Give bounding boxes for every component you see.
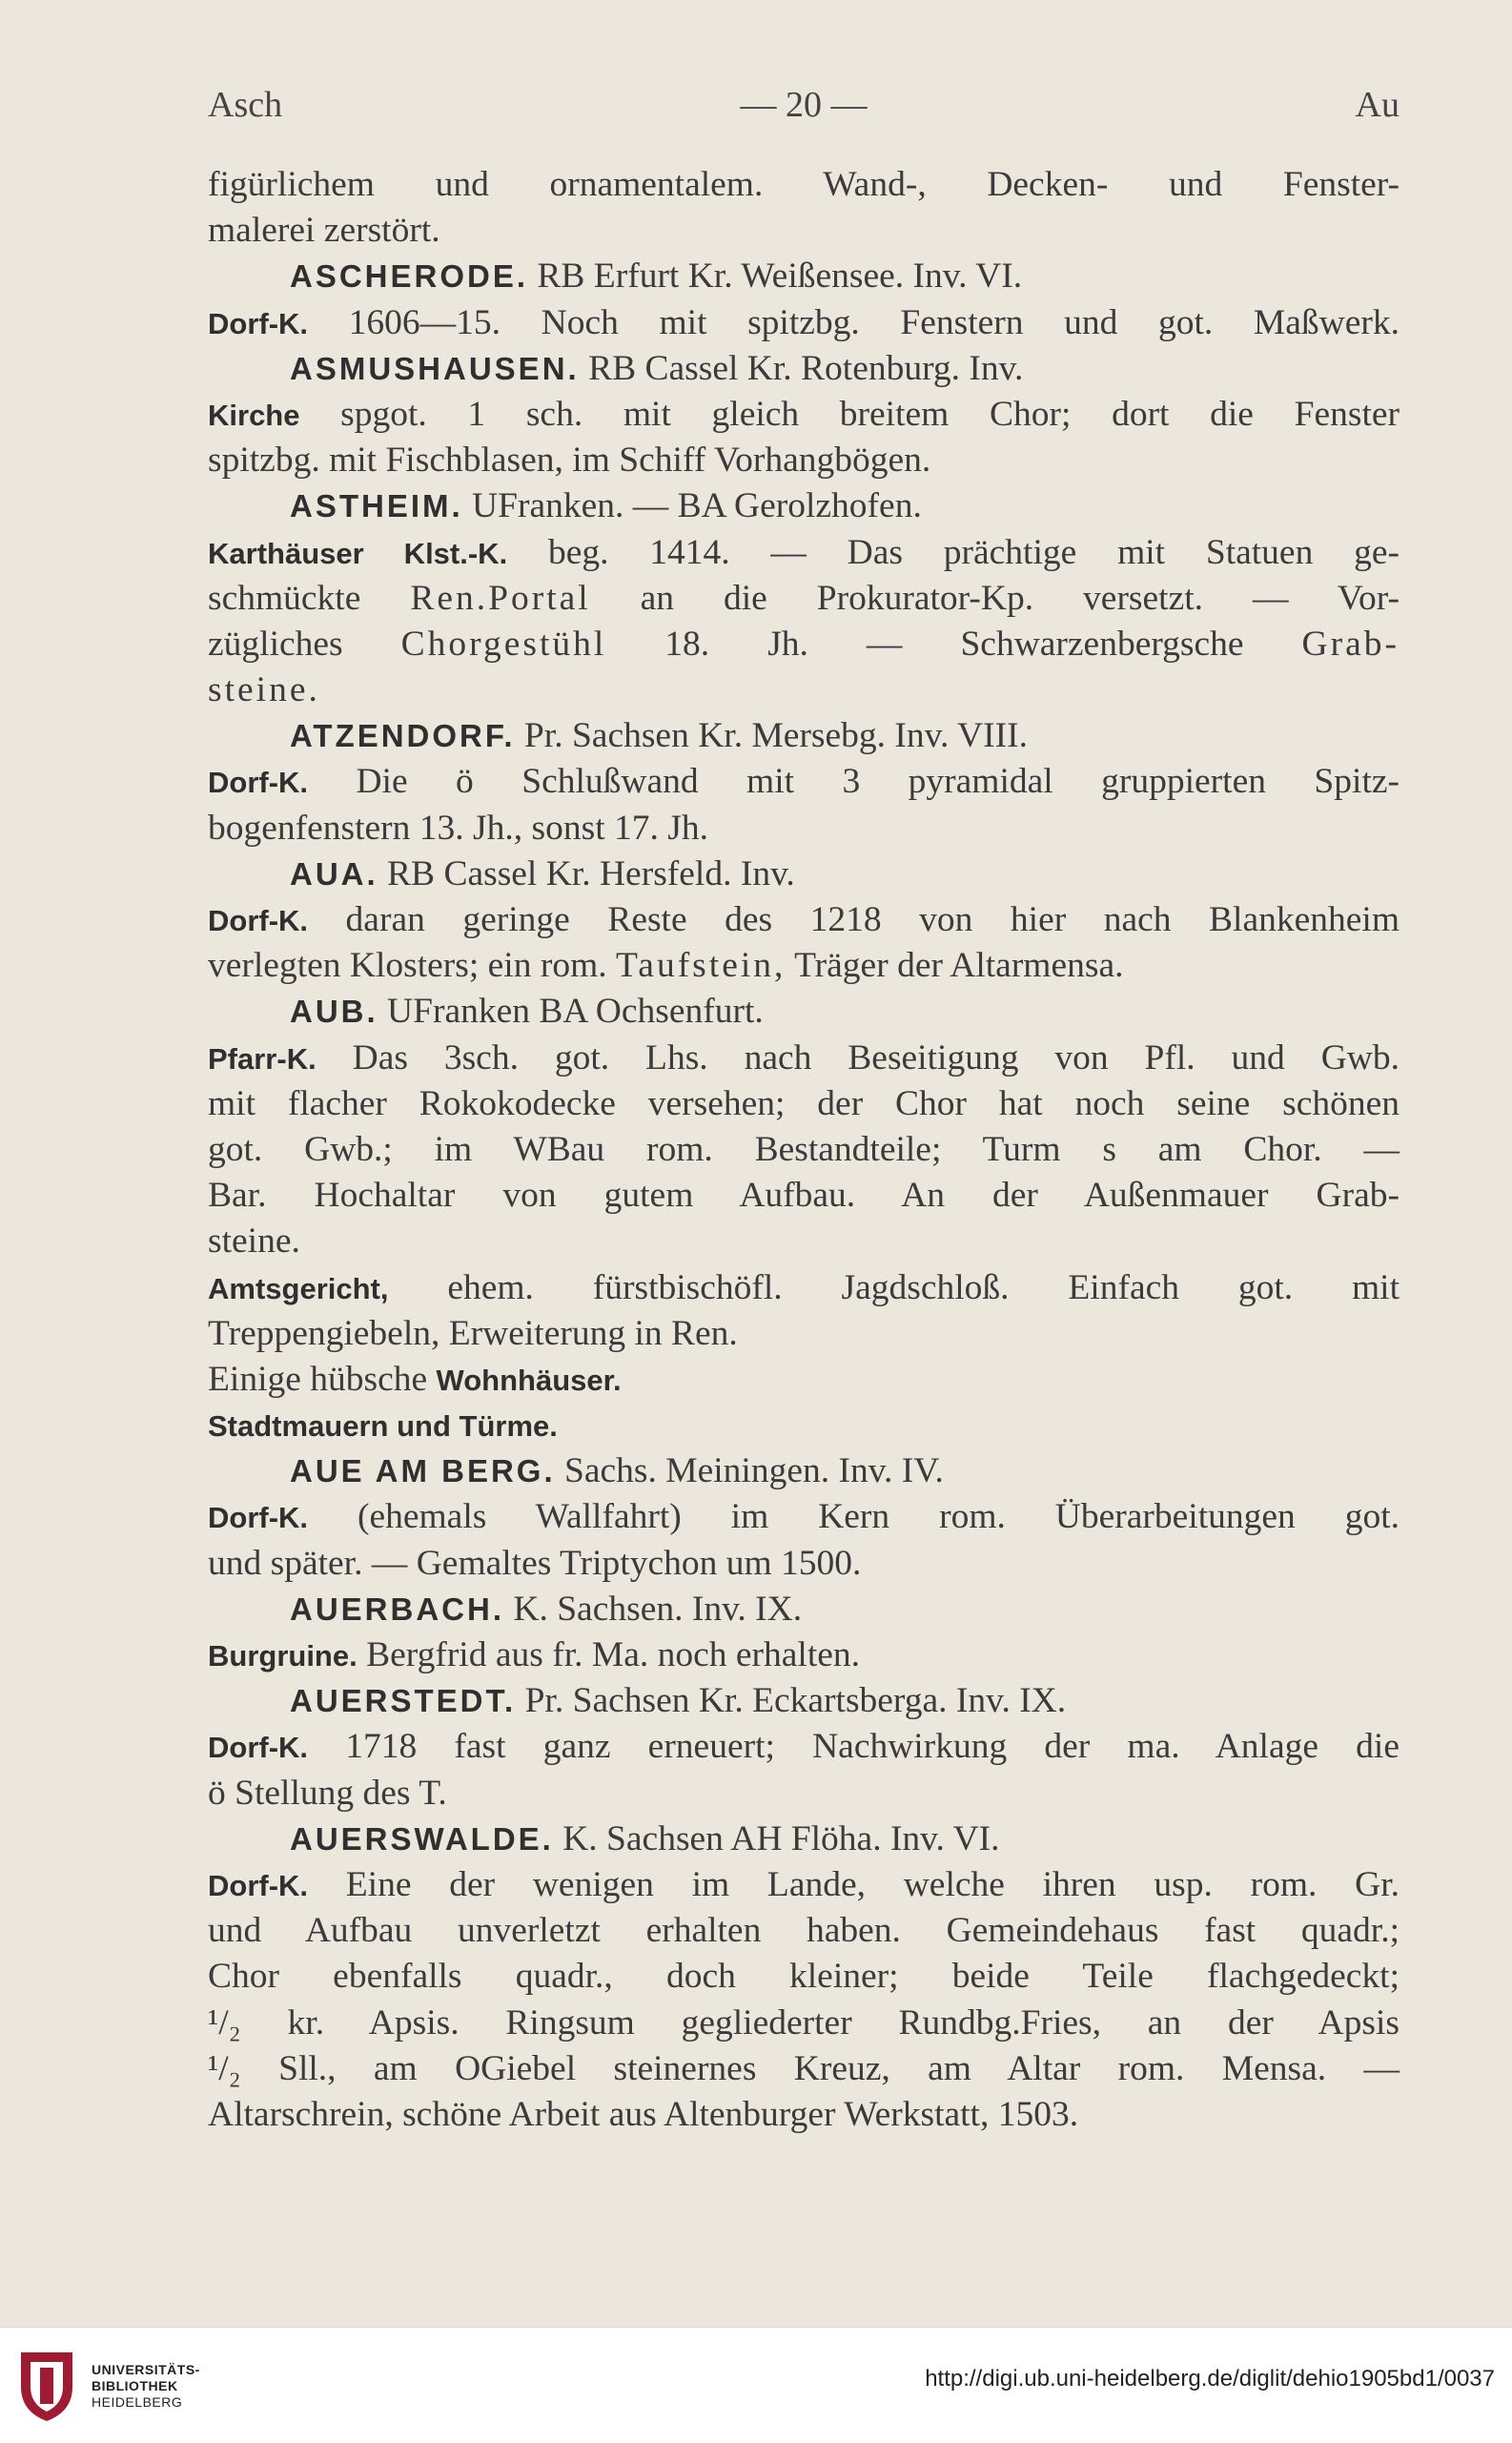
header-left: Asch — [208, 85, 283, 125]
text-line: Chor ebenfalls quadr., doch kleiner; beide Teile flachgedeckt; — [208, 1957, 1400, 1997]
text-line: mit flacher Rokokodecke versehen; der Chor hat noch seine schönen — [208, 1083, 1400, 1123]
text-line — [208, 1862, 1400, 1908]
building-name: Dorf-K. — [208, 306, 309, 340]
entry-heading — [208, 254, 1400, 299]
building-name: Stadtmauern und Türme. — [208, 1409, 558, 1444]
text-line: got. Gwb.; im WBau rom. Bestandteile; Turm s am Chor. — — [208, 1129, 1400, 1169]
building-name: Dorf-K. — [208, 1501, 309, 1535]
text-line — [208, 897, 1400, 943]
building-name: Karthäuser Klst.-K. — [208, 536, 508, 570]
place-name: AUA. — [290, 855, 378, 892]
line-text: Die ö Schlußwand mit 3 pyramidal gruppierten Spitz- — [308, 762, 1400, 802]
spaced-term: steine. — [208, 670, 320, 710]
text-line — [208, 300, 1400, 346]
line-text: an die Prokurator-Kp. versetzt. — Vor- — [590, 578, 1400, 618]
line-text: Eine der wenigen im Lande, welche ihren usp. rom. Gr. — [308, 1864, 1400, 1904]
entry-heading-rest: Sachs. Meiningen. Inv. IV. — [555, 1451, 944, 1491]
header-right: Au — [1355, 85, 1400, 125]
entry-heading — [208, 483, 1400, 529]
entry-heading — [208, 1678, 1400, 1724]
line-text: ehem. fürstbischöfl. Jagdschloß. Einfach got. mit — [388, 1267, 1400, 1307]
line-text: 18. Jh. — Schwarzenbergsche — [606, 624, 1302, 664]
building-name: Amtsgericht, — [208, 1271, 389, 1305]
line-text: Das 3sch. got. Lhs. nach Beseitigung von Pfl. und Gwb. — [316, 1037, 1400, 1078]
line-text: Bergfrid aus fr. Ma. noch erhalten. — [357, 1635, 861, 1674]
line-text: beg. 1414. — Das prächtige mit Statuen ge- — [507, 532, 1400, 572]
text-line — [208, 392, 1400, 438]
place-name: ASMUSHAUSEN. — [290, 350, 580, 386]
entry-heading — [208, 1587, 1400, 1632]
place-name: ATZENDORF. — [290, 718, 516, 754]
text-line — [208, 622, 1400, 667]
entry-heading-rest: Pr. Sachsen Kr. Eckartsberga. Inv. IX. — [516, 1681, 1067, 1721]
building-name: Dorf-K. — [208, 1731, 309, 1765]
entry-heading-rest: K. Sachsen. Inv. IX. — [504, 1589, 803, 1629]
text-line — [208, 943, 1400, 989]
running-header — [208, 84, 1400, 132]
text-line: figürlichem und ornamentalem. Wand-, Decken- und Fenster- — [208, 165, 1400, 204]
line-text: verlegten Klosters; ein rom. — [208, 946, 617, 986]
entry-heading — [208, 1448, 1400, 1494]
entry-heading — [208, 989, 1400, 1035]
text-line: Bar. Hochaltar von gutem Aufbau. An der Außenmauer Grab- — [208, 1176, 1400, 1216]
text-line: ¹/₂ Sll., am OGiebel steinernes Kreuz, am Altar rom. Mensa. — — [208, 2048, 1400, 2088]
text-line: malerei zerstört. — [208, 211, 440, 251]
spaced-term: Grab- — [1301, 624, 1400, 664]
entry-heading — [208, 713, 1400, 759]
text-line — [208, 1494, 1400, 1540]
text-line — [208, 667, 1400, 713]
line-text: zügliches — [208, 624, 401, 664]
line-text: daran geringe Reste des 1218 von hier nach Blankenheim — [308, 900, 1400, 939]
text-line — [208, 1724, 1400, 1770]
page-number: — 20 — — [740, 85, 868, 125]
line-text: Einige hübsche — [208, 1359, 437, 1399]
line-text: 1718 fast ganz erneuert; Nachwirkung der ma. Anlage die — [308, 1727, 1400, 1767]
text-line — [208, 530, 1400, 576]
entry-heading-rest: RB Cassel Kr. Hersfeld. Inv. — [378, 853, 795, 893]
text-line — [208, 1357, 1400, 1403]
line-text: Träger der Altarmensa. — [786, 946, 1124, 986]
spaced-term: Chorgestühl — [400, 624, 607, 664]
spaced-term: Taufstein, — [616, 946, 787, 986]
text-line: Treppengiebeln, Erweiterung in Ren. — [208, 1313, 738, 1353]
library-name — [92, 2362, 200, 2411]
text-line — [208, 1403, 1400, 1448]
place-name: ASCHERODE. — [290, 258, 529, 295]
line-text: (ehemals Wallfahrt) im Kern rom. Überarbeitungen got. — [308, 1497, 1400, 1537]
text-line — [208, 1036, 1400, 1081]
building-name: Dorf-K. — [208, 904, 309, 937]
text-line — [208, 1265, 1400, 1311]
place-name: ASTHEIM. — [290, 488, 463, 524]
building-name: Dorf-K. — [208, 1868, 309, 1902]
line-text: 1606—15. Noch mit spitzbg. Fenstern und got. Maßwerk. — [308, 302, 1400, 342]
entry-heading — [208, 346, 1400, 392]
place-name: AUE AM BERG. — [290, 1453, 556, 1489]
page-text — [208, 162, 1400, 2138]
place-name: AUERBACH. — [290, 1591, 504, 1627]
entry-heading-rest: K. Sachsen AH Flöha. Inv. VI. — [553, 1818, 1000, 1858]
entry-heading-rest: RB Cassel Kr. Rotenburg. Inv. — [579, 348, 1024, 388]
place-name: AUERSWALDE. — [290, 1820, 554, 1857]
entry-heading — [208, 852, 1400, 897]
place-name: AUB. — [290, 994, 378, 1030]
entry-heading-rest: UFranken BA Ochsenfurt. — [378, 992, 764, 1032]
library-name-line: UNIVERSITÄTS- — [92, 2362, 200, 2377]
text-line: steine. — [208, 1222, 300, 1262]
entry-heading-rest: UFranken. — BA Gerolzhofen. — [462, 486, 922, 526]
library-name-line: BIBLIOTHEK — [92, 2378, 178, 2393]
text-line: Altarschrein, schöne Arbeit aus Altenburger Werkstatt, 1503. — [208, 2094, 1079, 2134]
text-line — [208, 576, 1400, 622]
library-name-line: HEIDELBERG — [92, 2394, 183, 2410]
entry-heading — [208, 1817, 1400, 1862]
text-line: spitzbg. mit Fischblasen, im Schiff Vorhangbögen. — [208, 441, 931, 481]
building-name: Kirche — [208, 398, 300, 432]
text-line: und Aufbau unverletzt erhalten haben. Gemeindehaus fast quadr.; — [208, 1911, 1400, 1951]
source-url[interactable]: http://digi.ub.uni-heidelberg.de/diglit/dehio1905bd1/0037 — [925, 2366, 1495, 2392]
text-line — [208, 1632, 1400, 1678]
text-line — [208, 759, 1400, 805]
place-name: AUERSTEDT. — [290, 1683, 517, 1719]
university-library-logo — [17, 2349, 76, 2425]
spaced-term: Ren.Portal — [410, 578, 591, 618]
text-line: bogenfenstern 13. Jh., sonst 17. Jh. — [208, 808, 708, 848]
line-text: spgot. 1 sch. mit gleich breitem Chor; dort die Fenster — [299, 394, 1400, 434]
building-name: Dorf-K. — [208, 766, 309, 800]
building-name: Burgruine. — [208, 1639, 358, 1673]
building-name: Wohnhäuser. — [436, 1363, 622, 1397]
line-text: schmückte — [208, 578, 411, 618]
text-line: ö Stellung des T. — [208, 1773, 447, 1813]
text-line: und später. — Gemaltes Triptychon um 1500. — [208, 1543, 862, 1583]
entry-heading-rest: RB Erfurt Kr. Weißensee. Inv. VI. — [528, 257, 1023, 297]
text-line: ¹/₂ kr. Apsis. Ringsum gegliederter Rundbg.Fries, an der Apsis — [208, 2002, 1400, 2043]
building-name: Pfarr-K. — [208, 1041, 317, 1076]
library-footer — [0, 2327, 1512, 2443]
entry-heading-rest: Pr. Sachsen Kr. Mersebg. Inv. VIII. — [515, 716, 1028, 756]
